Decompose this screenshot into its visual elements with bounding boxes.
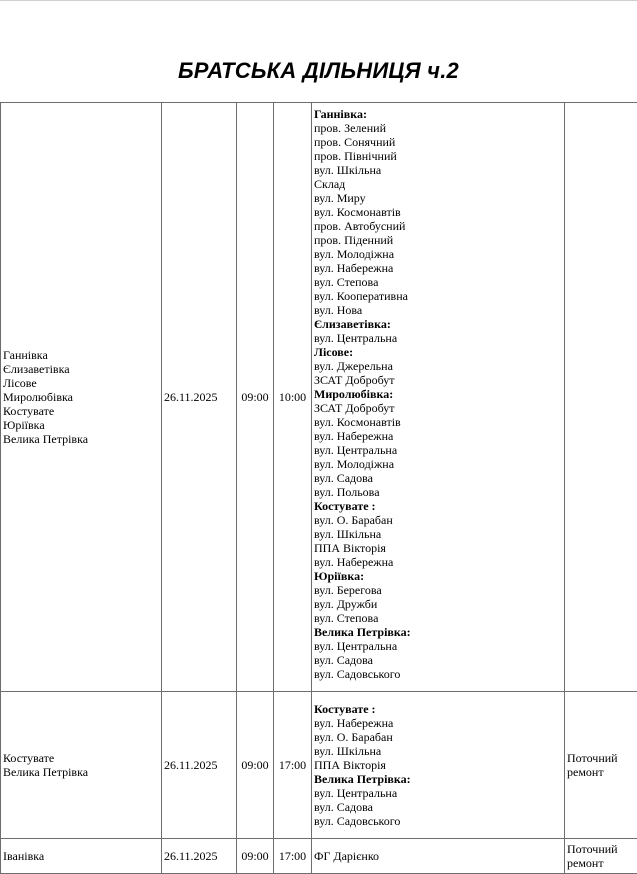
address-group-name: Миролюбівка:: [314, 387, 562, 401]
address-group-name: Велика Петрівка:: [314, 625, 562, 639]
villages-cell: [1, 103, 162, 692]
villages-cell: [1, 692, 162, 839]
street-item: пров. Автобусний: [314, 219, 562, 233]
village-name: Костувате: [3, 751, 159, 765]
street-item: вул. Набережна: [314, 716, 562, 730]
street-item: ФГ Дарієнко: [314, 849, 562, 863]
street-item: вул. Степова: [314, 275, 562, 289]
start-time-cell: 09:00: [237, 103, 274, 692]
address-group-name: Велика Петрівка:: [314, 772, 562, 786]
date-cell: 26.11.2025: [162, 692, 237, 839]
street-item: вул. Шкільна: [314, 163, 562, 177]
page-title: БРАТСЬКА ДІЛЬНИЦЯ ч.2: [0, 58, 637, 84]
street-item: ППА Вікторія: [314, 541, 562, 555]
date-cell: 26.11.2025: [162, 103, 237, 692]
reason-cell: Поточний ремонт: [565, 692, 637, 839]
outage-schedule-table: [0, 102, 637, 874]
street-item: вул. О. Барабан: [314, 513, 562, 527]
street-item: вул. Молодіжна: [314, 247, 562, 261]
start-time-cell: 09:00: [237, 839, 274, 874]
street-item: вул. Берегова: [314, 583, 562, 597]
table-row: [1, 103, 637, 692]
street-item: пров. Північний: [314, 149, 562, 163]
village-name: Юріївка: [3, 418, 159, 432]
start-time-cell: 09:00: [237, 692, 274, 839]
street-item: вул. Польова: [314, 485, 562, 499]
addresses-cell: [312, 839, 565, 874]
village-name: Іванівка: [3, 849, 159, 863]
address-group-name: Єлизаветівка:: [314, 317, 562, 331]
street-item: вул. Набережна: [314, 429, 562, 443]
village-name: Єлизаветівка: [3, 362, 159, 376]
street-item: вул. Садова: [314, 471, 562, 485]
addresses-cell: [312, 103, 565, 692]
street-item: вул. Космонавтів: [314, 205, 562, 219]
street-item: вул. Садова: [314, 800, 562, 814]
street-item: вул. Центральна: [314, 786, 562, 800]
street-item: вул. Нова: [314, 303, 562, 317]
street-item: ЗСАТ Добробут: [314, 373, 562, 387]
table-row: [1, 839, 637, 874]
street-item: вул. О. Барабан: [314, 730, 562, 744]
street-item: Склад: [314, 177, 562, 191]
street-item: ППА Вікторія: [314, 758, 562, 772]
street-item: вул. Дружби: [314, 597, 562, 611]
village-name: Костувате: [3, 404, 159, 418]
village-name: Велика Петрівка: [3, 765, 159, 779]
street-item: вул. Центральна: [314, 331, 562, 345]
street-item: вул. Шкільна: [314, 527, 562, 541]
street-item: вул. Шкільна: [314, 744, 562, 758]
street-item: пров. Піденний: [314, 233, 562, 247]
street-item: пров. Зелений: [314, 121, 562, 135]
address-group-name: Лісове:: [314, 345, 562, 359]
street-item: вул. Садовського: [314, 667, 562, 681]
street-item: вул. Молодіжна: [314, 457, 562, 471]
village-name: Велика Петрівка: [3, 432, 159, 446]
village-name: Миролюбівка: [3, 390, 159, 404]
street-item: вул. Набережна: [314, 261, 562, 275]
village-name: Лісове: [3, 376, 159, 390]
address-group-name: Ганнівка:: [314, 107, 562, 121]
street-item: вул. Центральна: [314, 639, 562, 653]
end-time-cell: 17:00: [274, 839, 312, 874]
address-group-name: Юріївка:: [314, 569, 562, 583]
top-divider: [0, 0, 637, 1]
street-item: вул. Миру: [314, 191, 562, 205]
address-group-name: Костувате :: [314, 499, 562, 513]
street-item: вул. Степова: [314, 611, 562, 625]
street-item: вул. Садовського: [314, 814, 562, 828]
reason-cell: Поточний ремонт: [565, 839, 637, 874]
end-time-cell: 10:00: [274, 103, 312, 692]
village-name: Ганнівка: [3, 348, 159, 362]
street-item: ЗСАТ Добробут: [314, 401, 562, 415]
street-item: пров. Сонячний: [314, 135, 562, 149]
end-time-cell: 17:00: [274, 692, 312, 839]
villages-cell: [1, 839, 162, 874]
street-item: вул. Космонавтів: [314, 415, 562, 429]
street-item: вул. Набережна: [314, 555, 562, 569]
addresses-cell: [312, 692, 565, 839]
reason-cell: [565, 103, 637, 692]
street-item: вул. Джерельна: [314, 359, 562, 373]
street-item: вул. Садова: [314, 653, 562, 667]
street-item: вул. Кооперативна: [314, 289, 562, 303]
table-row: [1, 692, 637, 839]
address-group-name: Костувате :: [314, 702, 562, 716]
date-cell: 26.11.2025: [162, 839, 237, 874]
street-item: вул. Центральна: [314, 443, 562, 457]
